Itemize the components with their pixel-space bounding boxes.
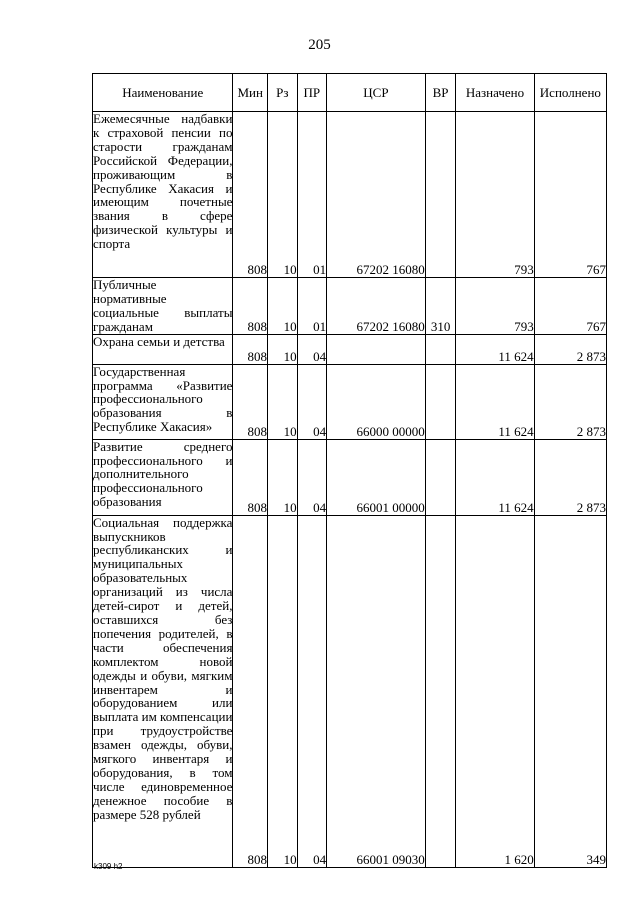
row-pr: 04 bbox=[297, 364, 327, 439]
row-executed: 2 873 bbox=[534, 439, 606, 515]
footer-code: k309 h2 bbox=[94, 862, 123, 871]
row-rz: 10 bbox=[268, 439, 298, 515]
header-rz: Рз bbox=[268, 74, 298, 112]
row-name: Государственная программа «Развитие профессионального образования в Республике Хакасия» bbox=[93, 364, 233, 439]
row-assigned: 793 bbox=[456, 278, 534, 335]
row-rz: 10 bbox=[268, 112, 298, 278]
row-name: Охрана семьи и детства bbox=[93, 334, 233, 364]
row-csr: 67202 16080 bbox=[327, 278, 426, 335]
row-name: Социальная поддержка выпускников республиканских и муниципальных образовательных организаций из числа детей-сирот и детей, оставшихся без попечения родителей, в части обеспечения комплектом новой одежды и обуви, мягким инвентарем и оборудованием или выплата им компенсации при трудоустройстве взамен одежды, обуви, мягкого инвентаря и оборудования, в том числе единовременное денежное пособие в размере 528 рублей bbox=[93, 515, 233, 867]
header-assigned: Назначено bbox=[456, 74, 534, 112]
row-executed: 767 bbox=[534, 112, 606, 278]
row-min: 808 bbox=[233, 334, 268, 364]
header-name: Наименование bbox=[93, 74, 233, 112]
page-number: 205 bbox=[308, 37, 331, 53]
table-row bbox=[93, 439, 607, 515]
row-vr bbox=[425, 364, 456, 439]
table-row bbox=[93, 334, 607, 364]
table-row bbox=[93, 112, 607, 278]
row-csr: 66001 00000 bbox=[327, 439, 426, 515]
row-rz: 10 bbox=[268, 364, 298, 439]
row-csr: 66000 00000 bbox=[327, 364, 426, 439]
row-rz: 10 bbox=[268, 334, 298, 364]
row-name: Публичные нормативные социальные выплаты гражданам bbox=[93, 277, 233, 334]
row-vr bbox=[425, 439, 456, 515]
table-row bbox=[93, 515, 607, 867]
row-name: Развитие среднего профессионального и дополнительного профессионального образования bbox=[93, 439, 233, 515]
row-pr: 01 bbox=[297, 278, 327, 335]
row-vr bbox=[425, 334, 456, 364]
row-pr: 04 bbox=[297, 334, 327, 364]
row-min: 808 bbox=[233, 515, 268, 867]
row-min: 808 bbox=[233, 112, 268, 278]
row-pr: 04 bbox=[297, 515, 327, 867]
row-name: Ежемесячные надбавки к страховой пенсии по старости гражданам Российской Федерации, проживающим в Республике Хакасия и имеющим почетные звания в сфере физической культуры и спорта bbox=[93, 112, 233, 278]
row-executed: 349 bbox=[534, 515, 606, 867]
row-csr: 67202 16080 bbox=[327, 112, 426, 278]
header-executed: Исполнено bbox=[534, 74, 606, 112]
header-vr: ВР bbox=[425, 74, 456, 112]
row-rz: 10 bbox=[268, 515, 298, 867]
row-min: 808 bbox=[233, 439, 268, 515]
row-assigned: 1 620 bbox=[456, 515, 534, 867]
row-csr bbox=[327, 334, 426, 364]
row-vr bbox=[425, 112, 456, 278]
row-assigned: 11 624 bbox=[456, 334, 534, 364]
table-row bbox=[93, 278, 607, 335]
budget-table bbox=[92, 73, 607, 868]
header-pr: ПР bbox=[297, 74, 327, 112]
row-assigned: 11 624 bbox=[456, 439, 534, 515]
row-min: 808 bbox=[233, 364, 268, 439]
header-min: Мин bbox=[233, 74, 268, 112]
row-pr: 01 bbox=[297, 112, 327, 278]
row-assigned: 793 bbox=[456, 112, 534, 278]
header-csr: ЦСР bbox=[327, 74, 426, 112]
row-csr: 66001 09030 bbox=[327, 515, 426, 867]
row-vr bbox=[425, 515, 456, 867]
table-header-row bbox=[93, 74, 607, 112]
row-assigned: 11 624 bbox=[456, 364, 534, 439]
row-executed: 767 bbox=[534, 278, 606, 335]
row-executed: 2 873 bbox=[534, 334, 606, 364]
row-executed: 2 873 bbox=[534, 364, 606, 439]
row-min: 808 bbox=[233, 278, 268, 335]
row-vr: 310 bbox=[425, 278, 456, 335]
table-row bbox=[93, 364, 607, 439]
row-rz: 10 bbox=[268, 278, 298, 335]
row-pr: 04 bbox=[297, 439, 327, 515]
